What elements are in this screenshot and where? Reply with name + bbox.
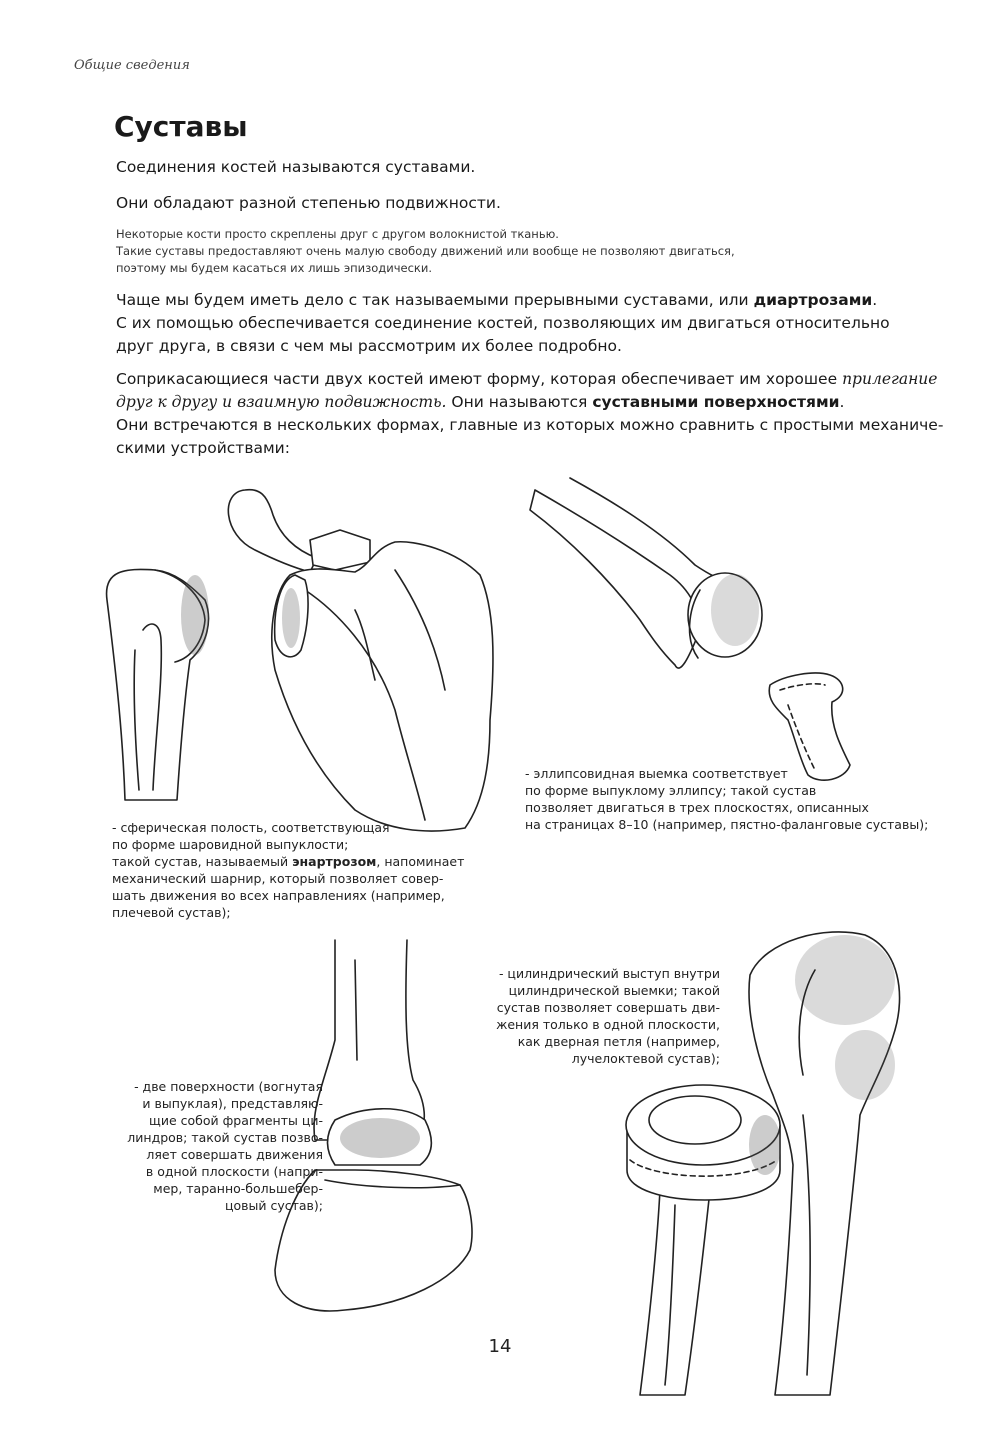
diarthrosis-paragraph — [116, 289, 890, 358]
caption-line: и выпуклая), представляю- — [142, 1096, 323, 1111]
diarthrosis-line-3: друг друга, в связи с чем мы рассмотрим их более подробно. — [116, 337, 622, 355]
note-line-3: поэтому мы будем касаться их лишь эпизодически. — [116, 261, 433, 275]
surfaces-line-3: Они встречаются в нескольких формах, главные из которых можно сравнить с простыми механиче- — [116, 416, 944, 434]
page-number: 14 — [488, 1336, 512, 1357]
term-diarthrosis: диартрозами — [753, 291, 873, 309]
caption-line: лучелоктевой сустав); — [571, 1051, 720, 1066]
text-run: Соприкасающиеся части двух костей имеют форму, которая обеспечивает им хорошее — [116, 370, 843, 388]
note-paragraph — [116, 226, 735, 277]
italic-run: прилегание — [842, 370, 938, 388]
diarthrosis-line-1 — [116, 289, 890, 312]
caption-line: как дверная петля (например, — [517, 1034, 720, 1049]
text-run: , напоминает — [376, 854, 465, 869]
caption-line: - сферическая полость, соответствующая — [112, 820, 390, 835]
caption-line — [112, 853, 464, 870]
running-header: Общие сведения — [74, 58, 190, 73]
intro-line-1: Соединения костей называются суставами. — [116, 158, 476, 176]
text-run: такой сустав, называемый — [112, 854, 293, 869]
page-title: Суставы — [114, 110, 248, 143]
caption-line: - эллипсовидная выемка соответствует — [525, 766, 788, 781]
surfaces-line-1 — [116, 368, 943, 391]
surfaces-line-4: скими устройствами: — [116, 439, 290, 457]
caption-line: по форме выпуклому эллипсу; такой сустав — [525, 783, 817, 798]
shoulder-joint-illustration — [95, 480, 515, 840]
surfaces-paragraph — [116, 368, 943, 460]
caption-line: мер, таранно-большебер- — [153, 1181, 323, 1196]
caption-line: линдров; такой сустав позво- — [127, 1130, 323, 1145]
caption-ellipsoid-joint — [525, 765, 928, 833]
caption-line: щие собой фрагменты ци- — [149, 1113, 323, 1128]
caption-line: по форме шаровидной выпуклости; — [112, 837, 349, 852]
caption-line: шать движения во всех направлениях (например, — [112, 888, 445, 903]
intro-line-2: Они обладают разной степенью подвижности. — [116, 194, 501, 212]
italic-run: друг к другу и взаимную подвижность. — [116, 393, 447, 411]
caption-line: - две поверхности (вогнутая — [134, 1079, 323, 1094]
caption-line: ляет совершать движения — [146, 1147, 323, 1162]
text-run: Чаще мы будем иметь дело с так называемыми прерывными суставами, или — [116, 291, 754, 309]
term-articular-surfaces: суставными поверхностями — [592, 393, 840, 411]
note-line-2: Такие суставы предоставляют очень малую свободу движений или вообще не позволяют двигаться, — [116, 244, 735, 258]
text-run: . — [839, 393, 845, 411]
caption-line: цовый сустав); — [224, 1198, 323, 1213]
caption-line: плечевой сустав); — [112, 905, 231, 920]
note-line-1: Некоторые кости просто скреплены друг с другом волокнистой тканью. — [116, 227, 559, 241]
surfaces-line-2 — [116, 391, 943, 414]
caption-line: в одной плоскости (напри- — [145, 1164, 323, 1179]
caption-line: сустав позволяет совершать дви- — [496, 1000, 720, 1015]
caption-line: цилиндрической выемки; такой — [508, 983, 720, 998]
caption-line: на страницах 8–10 (например, пястно-фаланговые суставы); — [525, 817, 929, 832]
caption-hinge-joint — [100, 1078, 323, 1214]
cylindrical-joint-illustration — [615, 915, 915, 1405]
caption-line: позволяет двигаться в трех плоскостях, описанных — [525, 800, 869, 815]
caption-line: - цилиндрический выступ внутри — [498, 966, 720, 981]
ellipsoid-joint-illustration — [530, 470, 870, 780]
text-run: Они называются — [446, 393, 593, 411]
text-run: . — [872, 291, 878, 309]
caption-line: жения только в одной плоскости, — [496, 1017, 720, 1032]
term-enarthrosis: энартрозом — [292, 854, 377, 869]
caption-spherical-joint — [112, 819, 464, 921]
diarthrosis-line-2: С их помощью обеспечивается соединение костей, позволяющих им двигаться относительно — [116, 314, 890, 332]
caption-line: механический шарнир, который позволяет совер- — [112, 871, 444, 886]
